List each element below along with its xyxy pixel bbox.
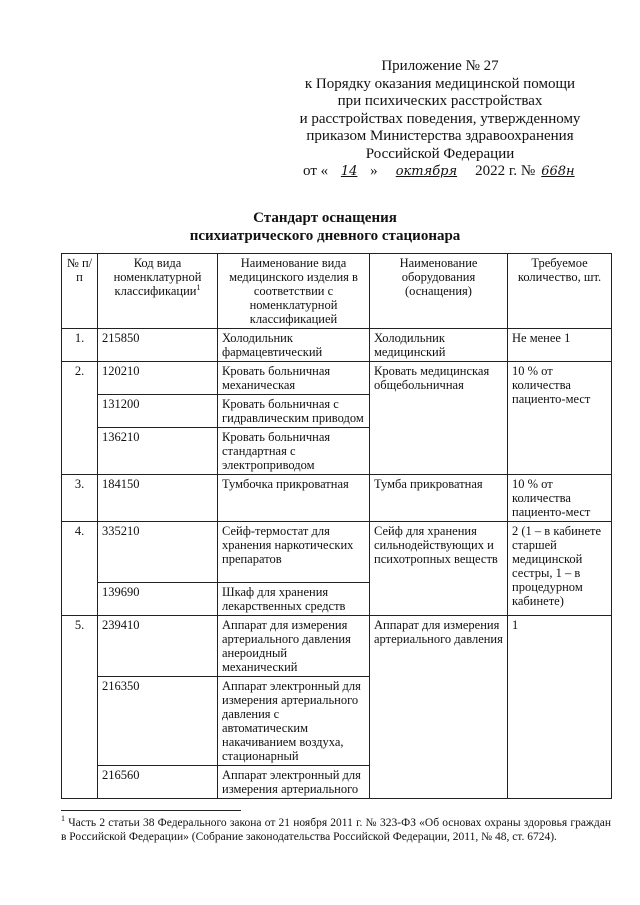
table-row	[62, 522, 612, 583]
appendix-line: приказом Министерства здравоохранения	[306, 128, 574, 144]
appendix-line: к Порядку оказания медицинской помощи	[304, 75, 576, 92]
row-equipment: Тумба прикроватная	[370, 475, 508, 522]
row-device: Кровать больничная механическая	[218, 362, 370, 395]
row-quantity: Не менее 1	[508, 329, 612, 362]
row-device: Шкаф для хранения лекарственных средств	[218, 583, 370, 616]
row-num: 2.	[62, 362, 98, 475]
row-num: 3.	[62, 475, 98, 522]
date-year: 2022 г. №	[475, 163, 536, 179]
order-date-line	[290, 163, 590, 181]
handwritten-day: 14	[340, 164, 358, 179]
row-equipment: Сейф для хранения сильнодействующих и психотропных веществ	[370, 522, 508, 616]
row-code: 131200	[98, 395, 218, 428]
row-equipment: Кровать медицинская общебольничная	[370, 362, 508, 475]
footnote-divider	[61, 810, 241, 811]
row-num: 4.	[62, 522, 98, 616]
table-row	[62, 362, 612, 395]
row-equipment: Холодильник медицинский	[370, 329, 508, 362]
header-code	[98, 254, 218, 329]
row-quantity: 10 % от количества пациенто-мест	[508, 475, 612, 522]
row-code: 335210	[98, 522, 218, 583]
appendix-line: Российской Федерации	[365, 145, 515, 162]
row-equipment: Аппарат для измерения артериального давления	[370, 616, 508, 799]
row-code: 216560	[98, 766, 218, 799]
row-code: 239410	[98, 616, 218, 677]
row-device: Тумбочка прикроватная	[218, 475, 370, 522]
equipment-standard-table	[61, 253, 612, 799]
appendix-line: и расстройствах поведения, утвержденному	[299, 110, 581, 127]
row-code: 184150	[98, 475, 218, 522]
appendix-line: Приложение № 27	[381, 58, 499, 74]
date-prefix: от «	[303, 163, 329, 179]
row-code: 139690	[98, 583, 218, 616]
table-row	[62, 616, 612, 677]
header-code-label: Код вида номенклатурной классификации	[113, 256, 202, 298]
table-header-row	[62, 254, 612, 329]
row-device: Аппарат для измерения артериального давления анероидный механический	[218, 616, 370, 677]
row-device: Сейф-термостат для хранения наркотических препаратов	[218, 522, 370, 583]
header-equipment: Наименование оборудования (оснащения)	[370, 254, 508, 329]
row-code: 215850	[98, 329, 218, 362]
table-row	[62, 329, 612, 362]
row-code: 120210	[98, 362, 218, 395]
title-line: психиатрического дневного стационара	[189, 228, 461, 244]
date-mid: »	[370, 163, 378, 179]
footnote-text: Часть 2 статьи 38 Федерального закона от 21 ноября 2011 г. № 323-ФЗ «Об основах охраны здоровья граждан в Российской Федерации» (Собрание законодательства Российской Федерации, 2011, № 48, ст. 6724).	[61, 817, 611, 843]
row-device: Аппарат электронный для измерения артериального	[218, 766, 370, 799]
row-quantity: 1	[508, 616, 612, 799]
document-title	[140, 209, 510, 245]
footnote-ref: 1	[196, 282, 201, 292]
row-device: Кровать больничная стандартная с электроприводом	[218, 428, 370, 475]
row-device: Кровать больничная с гидравлическим приводом	[218, 395, 370, 428]
handwritten-month: октября	[395, 164, 458, 179]
row-quantity: 10 % от количества пациенто-мест	[508, 362, 612, 475]
row-code: 136210	[98, 428, 218, 475]
row-code: 216350	[98, 677, 218, 766]
appendix-line: при психических расстройствах	[337, 93, 543, 109]
row-num: 1.	[62, 329, 98, 362]
header-quantity: Требуемое количество, шт.	[508, 254, 612, 329]
header-num: № п/п	[62, 254, 98, 329]
title-line: Стандарт оснащения	[253, 210, 397, 226]
handwritten-order-number: 668н	[541, 164, 575, 179]
row-device: Аппарат электронный для измерения артериального давления с автоматическим накачиванием воздуха, стационарный	[218, 677, 370, 766]
table-row	[62, 475, 612, 522]
appendix-header	[290, 58, 590, 181]
footnote	[61, 816, 611, 844]
footnote-marker: 1	[61, 814, 65, 824]
row-device: Холодильник фармацевтический	[218, 329, 370, 362]
header-device: Наименование вида медицинского изделия в соответствии с номенклатурной классификацией	[218, 254, 370, 329]
row-num: 5.	[62, 616, 98, 799]
row-quantity: 2 (1 – в кабинете старшей медицинской сестры, 1 – в процедурном кабинете)	[508, 522, 612, 616]
